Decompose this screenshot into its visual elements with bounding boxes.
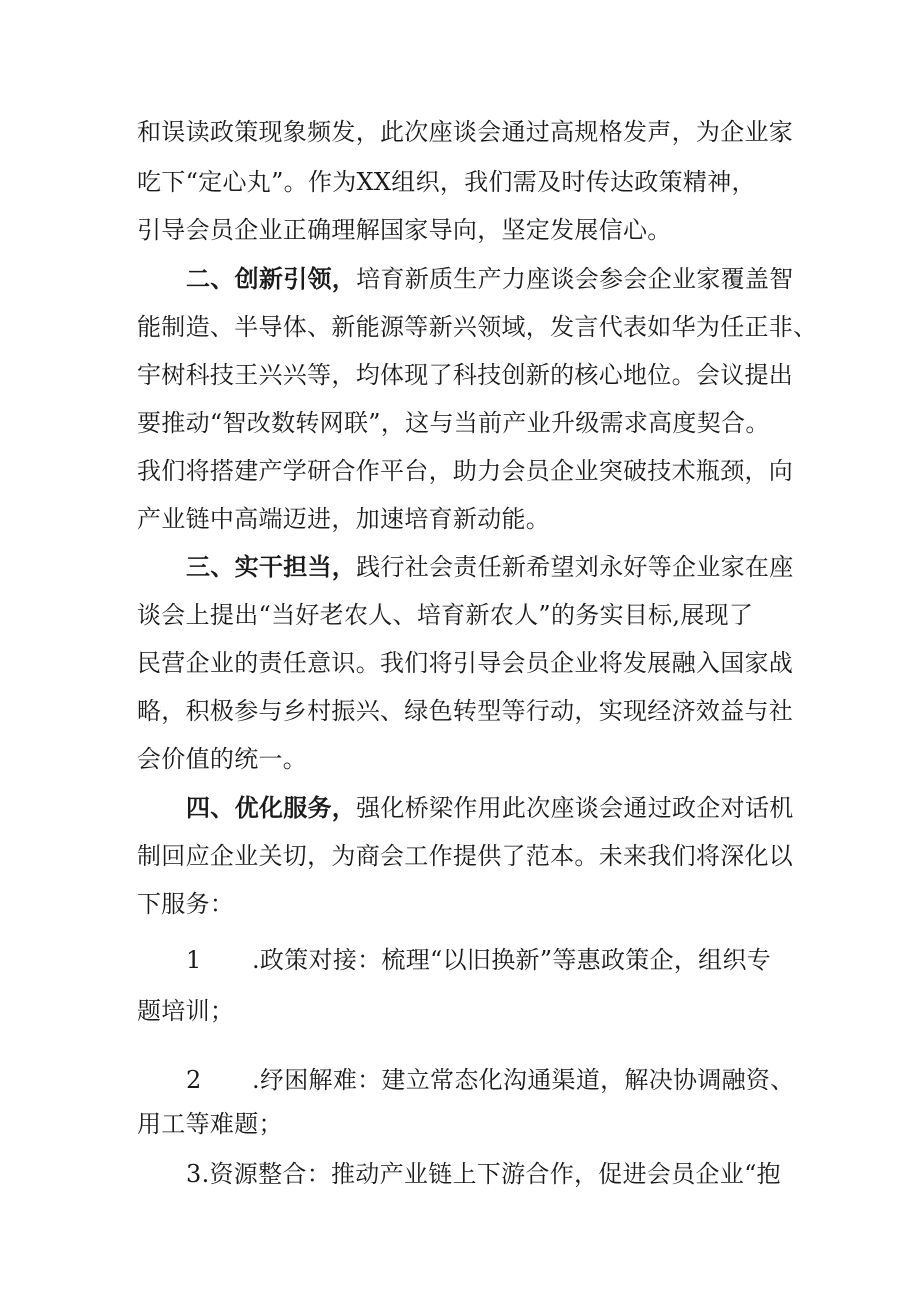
section-3-first-line	[186, 547, 846, 587]
paragraph-line: 引导会员企业正确理解国家导向，坚定发展信心。	[137, 216, 672, 244]
paragraph-line: 民营企业的责任意识。我们将引导会员企业将发展融入国家战	[137, 649, 794, 677]
paragraph-line: 我们将搭建产学研合作平台，助力会员企业突破技术瓶颈，向	[137, 457, 794, 485]
paragraph-line: 略，积极参与乡村振兴、绿色转型等行动，实现经济效益与社	[137, 697, 794, 725]
list-item-number: 3	[186, 1160, 202, 1188]
section-2-first-line	[186, 259, 846, 299]
list-item-number: 2	[186, 1066, 202, 1094]
list-item-text: .资源整合：推动产业链上下游合作，促进会员企业“抱	[201, 1160, 781, 1188]
list-item-text: .政策对接：梳理“以旧换新”等惠政策企，组织专	[252, 946, 772, 974]
list-item	[186, 940, 846, 980]
section-2-heading: 二、创新引领，	[186, 264, 357, 293]
paragraph-line: 产业链中高端迈进，加速培育新动能。	[137, 505, 551, 533]
section-3-text: 践行社会责任新希望刘永好等企业家在座	[356, 553, 794, 581]
section-2-text: 培育新质生产力座谈会参会企业家覆盖智	[356, 265, 794, 293]
paragraph-line: 制回应企业关切，为商会工作提供了范本。未来我们将深化以	[137, 842, 794, 870]
paragraph-line: 吃下“定心丸”。作为XX组织，我们需及时传达政策精神，	[137, 168, 756, 196]
list-item-number: 1	[186, 946, 202, 974]
list-item-continuation: 用工等难题；	[137, 1110, 283, 1138]
paragraph-line: 谈会上提出“当好老农人、培育新农人”的务实目标,展现了	[137, 601, 754, 629]
list-item-text: .纾困解难：建立常态化沟通渠道，解决协调融资、	[252, 1066, 795, 1094]
paragraph-line: 和误读政策现象频发，此次座谈会通过高规格发声，为企业家	[137, 118, 794, 146]
list-item	[186, 1060, 846, 1100]
list-item-continuation: 题培训；	[137, 997, 235, 1025]
section-4-heading: 四、优化服务，	[186, 793, 357, 822]
paragraph-line: 要推动“智改数转网联”，这与当前产业升级需求高度契合。	[137, 409, 770, 437]
section-3-heading: 三、实干担当，	[186, 552, 357, 581]
list-item	[186, 1154, 846, 1194]
paragraph-line: 会价值的统一。	[137, 745, 308, 773]
section-4-first-line	[186, 788, 846, 828]
paragraph-line: 能制造、半导体、新能源等新兴领域，发言代表如华为任正非、	[137, 313, 818, 341]
paragraph-line: 下服务：	[137, 890, 235, 918]
paragraph-line: 宇树科技王兴兴等，均体现了科技创新的核心地位。会议提出	[137, 361, 794, 389]
section-4-text: 强化桥梁作用此次座谈会通过政企对话机	[356, 794, 794, 822]
